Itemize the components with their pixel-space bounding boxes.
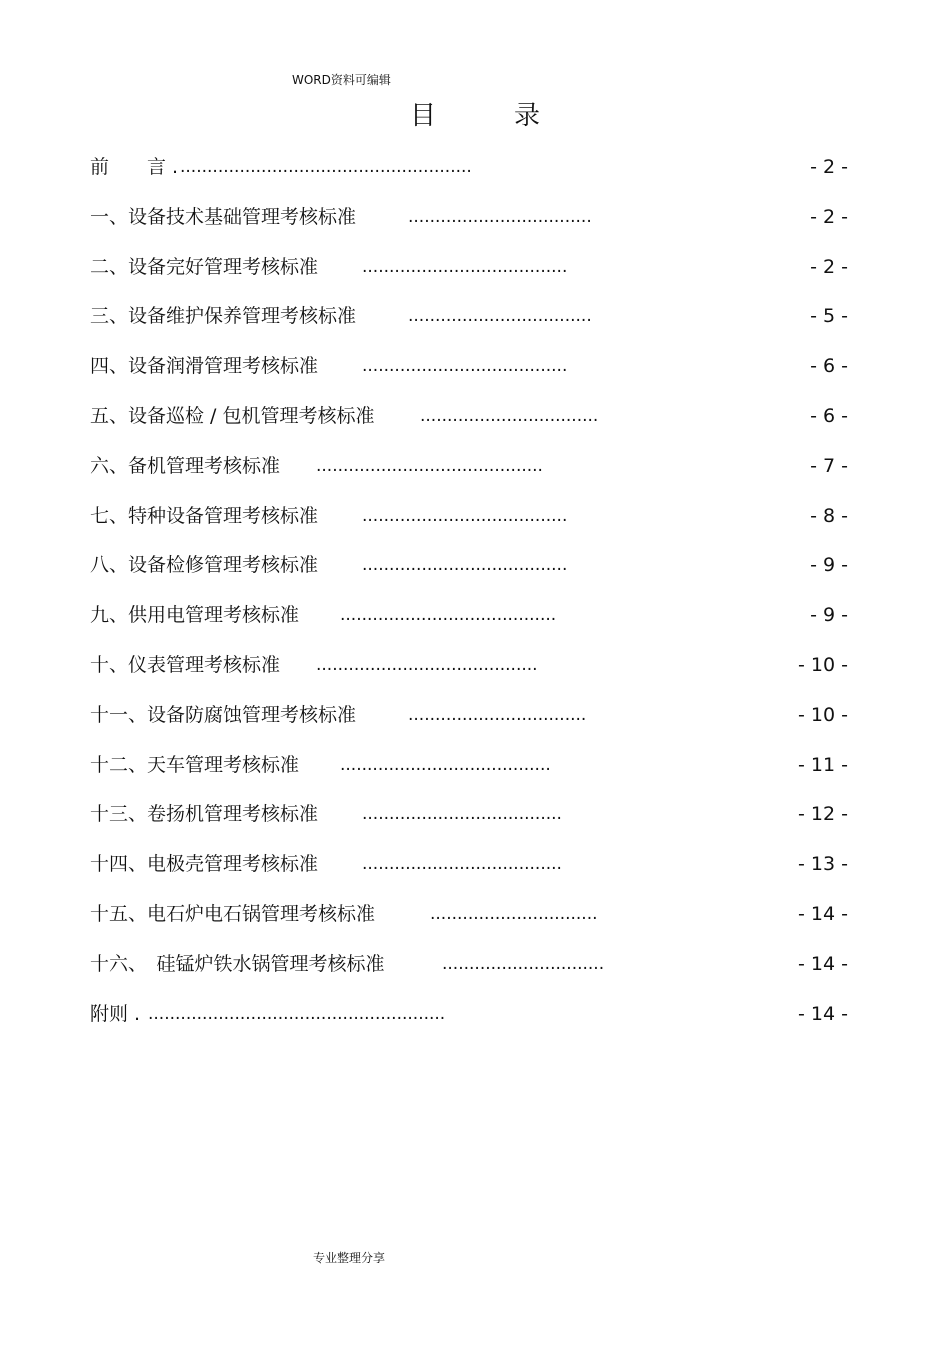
toc-entry-leader-dots: ......................................: [362, 555, 568, 576]
toc-entry[interactable]: [90, 897, 848, 947]
toc-entry[interactable]: [90, 250, 848, 300]
toc-entry[interactable]: [90, 349, 848, 399]
toc-entry[interactable]: [90, 449, 848, 499]
toc-entry-page-number: - 9 -: [810, 554, 848, 577]
toc-entry-page-number: - 5 -: [810, 305, 848, 328]
toc-entry-leader-dots: .....................................: [362, 804, 562, 825]
toc-entry[interactable]: [90, 947, 848, 997]
toc-entry-leader-dots: ......................................: [362, 256, 568, 277]
toc-entry-page-number: - 14 -: [798, 902, 848, 925]
toc-entry-label: 七、特种设备管理考核标准: [90, 504, 319, 527]
toc-entry[interactable]: [90, 150, 848, 200]
toc-entry-page-number: - 9 -: [810, 604, 848, 627]
toc-entry-page-number: - 10 -: [798, 653, 848, 676]
toc-entry-label: 二、设备完好管理考核标准: [90, 255, 319, 278]
toc-entry[interactable]: [90, 748, 848, 798]
toc-entry-leader-dots: .................................: [408, 704, 587, 725]
toc-entry-label: 十一、设备防腐蚀管理考核标准: [90, 703, 357, 726]
toc-entry-page-number: - 7 -: [810, 454, 848, 477]
toc-entry[interactable]: [90, 200, 848, 250]
toc-entry-label: 十、仪表管理考核标准: [90, 653, 281, 676]
toc-entry-label: 十六、 硅锰炉铁水锅管理考核标准: [90, 952, 385, 975]
toc-entry-label: 附则 .: [90, 1002, 141, 1025]
toc-entry[interactable]: [90, 299, 848, 349]
toc-entry[interactable]: [90, 598, 848, 648]
toc-entry-label: 九、供用电管理考核标准: [90, 604, 300, 627]
toc-list: [90, 150, 848, 1046]
toc-entry-label: 五、设备巡检 / 包机管理考核标准: [90, 404, 375, 427]
toc-entry-leader-dots: .....................................: [362, 854, 562, 875]
toc-entry-leader-dots: ..................................: [408, 206, 592, 227]
toc-entry-page-number: - 14 -: [798, 952, 848, 975]
toc-entry-page-number: - 6 -: [810, 404, 848, 427]
footer-note: 专业整理分享: [313, 1251, 386, 1265]
toc-entry-leader-dots: ..........................................: [316, 455, 543, 476]
toc-entry[interactable]: [90, 847, 848, 897]
toc-entry[interactable]: [90, 499, 848, 549]
toc-entry-label: 四、设备润滑管理考核标准: [90, 355, 319, 378]
header-note: WORD资料可编辑: [292, 73, 391, 87]
toc-entry-page-number: - 2 -: [810, 205, 848, 228]
toc-entry-page-number: - 14 -: [798, 1002, 848, 1025]
toc-entry[interactable]: [90, 548, 848, 598]
toc-entry-page-number: - 12 -: [798, 803, 848, 826]
toc-entry-leader-dots: .......................................: [340, 754, 551, 775]
toc-entry-leader-dots: ..................................: [408, 306, 592, 327]
toc-entry-label: 十四、电极壳管理考核标准: [90, 853, 319, 876]
toc-entry-label: 十三、卷扬机管理考核标准: [90, 803, 319, 826]
toc-entry-label: 三、设备维护保养管理考核标准: [90, 305, 357, 328]
toc-entry-label: 十二、天车管理考核标准: [90, 753, 300, 776]
toc-entry-page-number: - 8 -: [810, 504, 848, 527]
toc-entry-leader-dots: .................................: [420, 405, 599, 426]
toc-entry-label: 六、备机管理考核标准: [90, 454, 281, 477]
toc-entry-label: 八、设备检修管理考核标准: [90, 554, 319, 577]
toc-entry[interactable]: [90, 399, 848, 449]
toc-entry-leader-dots: ......................................................: [180, 157, 472, 177]
toc-entry-leader-dots: ...............................: [430, 903, 598, 924]
toc-entry-label: 前 言 .: [90, 156, 179, 178]
toc-entry-leader-dots: ..............................: [442, 953, 605, 974]
toc-entry-leader-dots: ......................................: [362, 356, 568, 377]
toc-entry-page-number: - 2 -: [810, 156, 848, 178]
toc-entry-label: 十五、电石炉电石锅管理考核标准: [90, 902, 376, 925]
toc-entry-leader-dots: ......................................: [362, 505, 568, 526]
toc-entry[interactable]: [90, 997, 848, 1047]
toc-title: 目 录: [409, 101, 540, 131]
toc-entry-page-number: - 10 -: [798, 703, 848, 726]
toc-entry-page-number: - 11 -: [798, 753, 848, 776]
toc-entry-page-number: - 6 -: [810, 355, 848, 378]
toc-entry-label: 一、设备技术基础管理考核标准: [90, 205, 357, 228]
toc-entry-leader-dots: .......................................................: [148, 1003, 446, 1024]
toc-entry[interactable]: [90, 797, 848, 847]
toc-entry-leader-dots: ........................................: [340, 605, 557, 626]
toc-entry-leader-dots: .........................................: [316, 654, 538, 675]
toc-entry-page-number: - 13 -: [798, 853, 848, 876]
toc-entry[interactable]: [90, 648, 848, 698]
toc-entry-page-number: - 2 -: [810, 255, 848, 278]
toc-entry[interactable]: [90, 698, 848, 748]
